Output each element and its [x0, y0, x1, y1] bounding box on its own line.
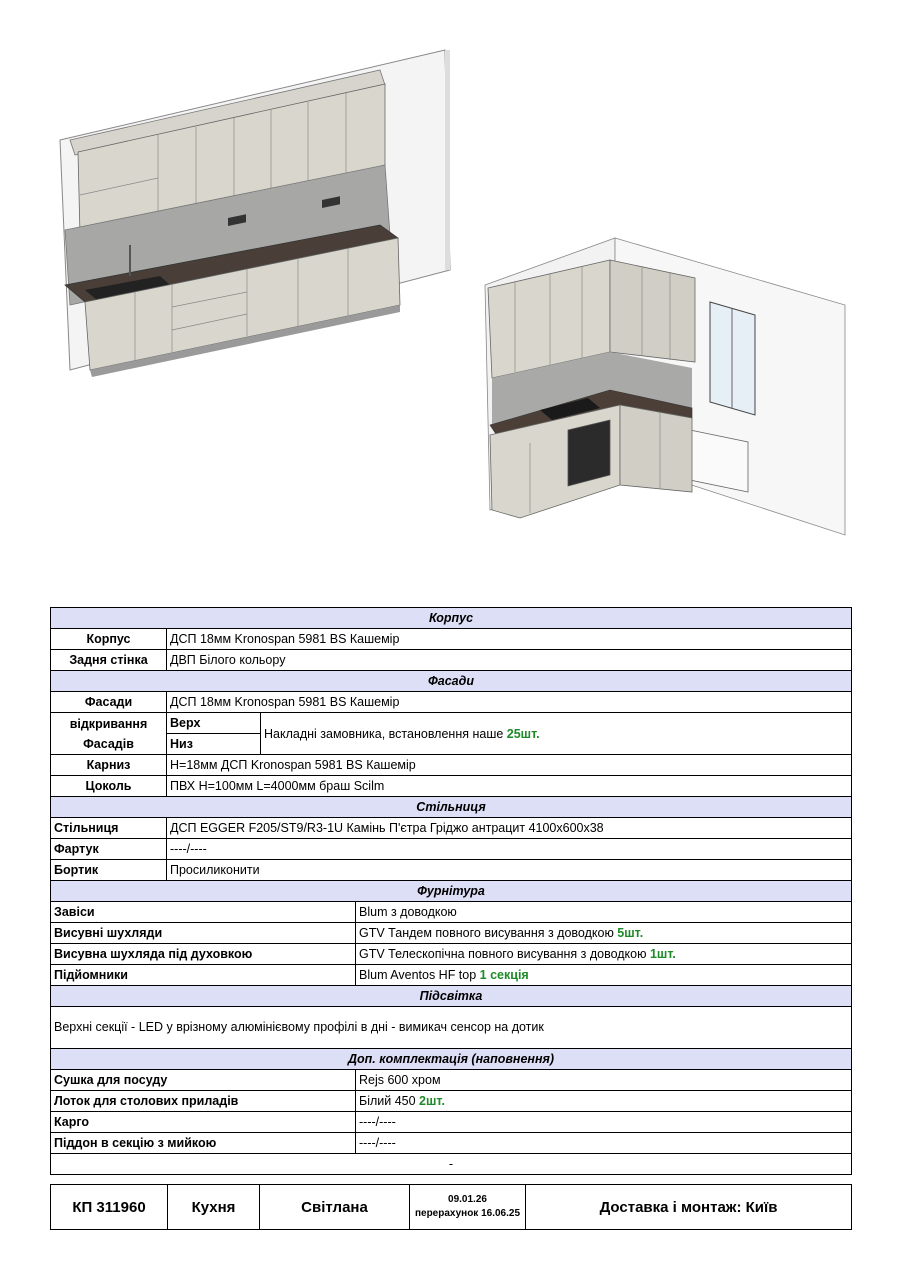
oven-drawer-label: Висувна шухляда під духовкою [51, 944, 356, 965]
hinges-value-text: Blum з доводкою [359, 905, 457, 919]
separator-row: - [51, 1154, 852, 1175]
drawers-label: Висувні шухляди [51, 923, 356, 944]
cornice-label: Карниз [51, 755, 167, 776]
section-korpus: Корпус [51, 608, 852, 629]
section-dop: Доп. комплектація (наповнення) [51, 1049, 852, 1070]
opening-top-label: Верх [167, 713, 261, 734]
apron-value: ----/---- [167, 839, 852, 860]
dish-rack-value [356, 1070, 852, 1091]
dish-rack-value-text: Rejs 600 хром [359, 1073, 441, 1087]
lifters-value [356, 965, 852, 986]
drawers-value-text: GTV Тандем повного висування з доводкою [359, 926, 618, 940]
section-furnitura: Фурнітура [51, 881, 852, 902]
cutlery-tray-value [356, 1091, 852, 1112]
cornice-value: H=18мм ДСП Kronospan 5981 BS Кашемір [167, 755, 852, 776]
back-panel-value: ДВП Білого кольору [167, 650, 852, 671]
opening-value-text: Накладні замовника, встановлення наше [264, 726, 507, 741]
facade-opening-label-line2: Фасадів [83, 736, 134, 751]
lifters-count: 1 секція [479, 968, 529, 982]
back-panel-label: Задня стінка [51, 650, 167, 671]
countertop-label: Стільниця [51, 818, 167, 839]
footer-table [50, 1184, 852, 1230]
cutlery-tray-count: 2шт. [419, 1094, 445, 1108]
opening-value-count: 25шт. [506, 726, 540, 741]
facade-opening-label [51, 713, 167, 755]
facade-opening-label-line1: відкривання [69, 716, 148, 731]
oven-drawer-count: 1шт. [649, 947, 676, 961]
cargo-value [356, 1112, 852, 1133]
lifters-value-text: Blum Aventos HF top [359, 968, 480, 982]
opening-value [261, 713, 852, 755]
hinges-value [356, 902, 852, 923]
oven-drawer-value-text: GTV Телескопічна повного висування з доводкою [359, 947, 650, 961]
delivery-info: Доставка і монтаж: Київ [526, 1185, 852, 1230]
room-name: Кухня [168, 1185, 260, 1230]
facades-value: ДСП 18мм Kronospan 5981 BS Кашемір [167, 692, 852, 713]
proposal-number: КП 311960 [51, 1185, 168, 1230]
section-stilnytsia: Стільниця [51, 797, 852, 818]
apron-label: Фартук [51, 839, 167, 860]
edge-label: Бортик [51, 860, 167, 881]
cargo-label: Карго [51, 1112, 356, 1133]
section-pidsvitka: Підсвітка [51, 986, 852, 1007]
specification-table [50, 607, 852, 1175]
corner-kitchen-render [470, 230, 860, 540]
date-cell [410, 1185, 526, 1230]
cutlery-tray-value-text: Білий 450 [359, 1094, 420, 1108]
lighting-description: Верхні секції - LED у врізному алюмінієвому профілі в дні - вимикач сенсор на дотик [51, 1007, 852, 1049]
plinth-label: Цоколь [51, 776, 167, 797]
facades-label: Фасади [51, 692, 167, 713]
hinges-label: Завіси [51, 902, 356, 923]
plinth-value: ПВХ H=100мм L=4000мм браш Scilm [167, 776, 852, 797]
countertop-value: ДСП EGGER F205/ST9/R3-1U Камінь П'єтра Гріджо антрацит 4100х600х38 [167, 818, 852, 839]
opening-bottom-label: Низ [167, 734, 261, 755]
korpus-value: ДСП 18мм Kronospan 5981 BS Кашемір [167, 629, 852, 650]
cargo-value-text: ----/---- [359, 1115, 396, 1129]
lifters-label: Підйомники [51, 965, 356, 986]
edge-value: Просиликонити [167, 860, 852, 881]
proposal-date: 09.01.26 [448, 1194, 487, 1205]
straight-kitchen-render [40, 40, 480, 390]
cutlery-tray-label: Лоток для столових приладів [51, 1091, 356, 1112]
sink-tray-value-text: ----/---- [359, 1136, 396, 1150]
oven-drawer-value [356, 944, 852, 965]
dish-rack-label: Сушка для посуду [51, 1070, 356, 1091]
drawers-value [356, 923, 852, 944]
client-name: Світлана [260, 1185, 410, 1230]
korpus-label: Корпус [51, 629, 167, 650]
sink-tray-label: Піддон в секцію з мийкою [51, 1133, 356, 1154]
recalc-date: перерахунок 16.06.25 [414, 1208, 521, 1219]
drawers-count: 5шт. [617, 926, 644, 940]
sink-tray-value [356, 1133, 852, 1154]
section-fasady: Фасади [51, 671, 852, 692]
